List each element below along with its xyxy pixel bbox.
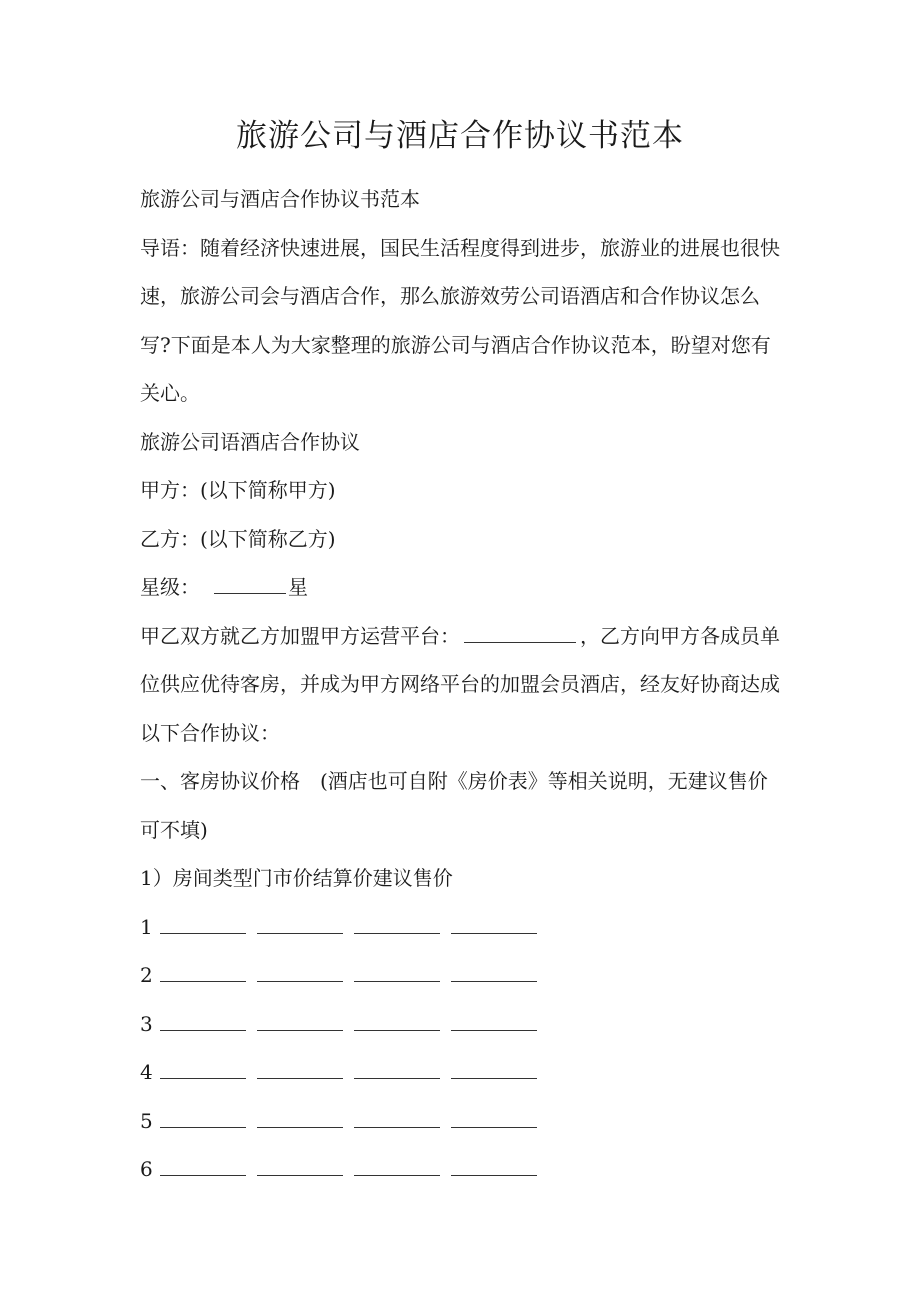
row-number: 5: [140, 1108, 153, 1133]
document-body: [140, 175, 785, 1194]
star-label: 星级：: [140, 575, 200, 599]
row-number: 6: [140, 1157, 153, 1181]
table-row: [140, 1145, 785, 1194]
rack-rate-blank: [257, 1157, 343, 1176]
row-number: 4: [140, 1060, 153, 1084]
platform-paragraph: [140, 612, 785, 758]
room-rate-rows: [140, 903, 785, 1194]
room-type-blank: [160, 1060, 246, 1079]
star-suffix: 星: [288, 575, 308, 599]
table-row: [140, 1000, 785, 1049]
intro-paragraph: 导语：随着经济快速进展，国民生活程度得到进步，旅游业的进展也很快速，旅游公司会与酒店合作，那么旅游效劳公司语酒店和合作协议怎么写?下面是本人为大家整理的旅游公司与酒店合作协议范本，盼望对您有关心。: [140, 235, 780, 405]
suggested-price-blank: [451, 1012, 537, 1031]
rack-rate-blank: [257, 963, 343, 982]
room-type-blank: [160, 915, 246, 934]
section-one-heading: 一、客房协议价格 (酒店也可自附《房价表》等相关说明，无建议售价可不填): [140, 769, 768, 842]
rack-rate-blank: [257, 1012, 343, 1031]
settlement-price-blank: [354, 963, 440, 982]
room-type-blank: [160, 1157, 246, 1176]
rack-rate-blank: [257, 1060, 343, 1079]
row-number: 2: [140, 963, 153, 987]
rack-rate-blank: [257, 1109, 343, 1128]
party-a-line: 甲方：(以下简称甲方): [140, 478, 336, 502]
table-header: 1）房间类型门市价结算价建议售价: [140, 866, 453, 890]
star-blank: [214, 575, 286, 594]
settlement-price-blank: [354, 1012, 440, 1031]
table-row: [140, 1097, 785, 1146]
party-b-line: 乙方：(以下简称乙方): [140, 526, 336, 551]
row-number: 3: [140, 1011, 153, 1036]
row-number: 1: [140, 914, 153, 939]
settlement-price-blank: [354, 1060, 440, 1079]
platform-prefix: 甲乙双方就乙方加盟甲方运营平台：: [140, 623, 460, 648]
suggested-price-blank: [451, 1157, 537, 1176]
suggested-price-blank: [451, 963, 537, 982]
document-subtitle: 旅游公司与酒店合作协议书范本: [140, 187, 420, 211]
document-title: 旅游公司与酒店合作协议书范本: [236, 118, 684, 154]
room-type-blank: [160, 1012, 246, 1031]
room-type-blank: [160, 1109, 246, 1128]
suggested-price-blank: [451, 1060, 537, 1079]
settlement-price-blank: [354, 1109, 440, 1128]
table-row: [140, 1048, 785, 1097]
rack-rate-blank: [257, 915, 343, 934]
platform-suffix: ，乙方向甲方各成员单位供应优待客房，并成为甲方网络平台的加盟会员酒店，经友好协商达成以下合作协议：: [140, 623, 780, 745]
suggested-price-blank: [451, 915, 537, 934]
table-row: [140, 903, 785, 952]
settlement-price-blank: [354, 1157, 440, 1176]
table-row: [140, 951, 785, 1000]
platform-blank: [464, 624, 576, 643]
room-type-blank: [160, 963, 246, 982]
suggested-price-blank: [451, 1109, 537, 1128]
star-rating-line: [140, 563, 785, 612]
settlement-price-blank: [354, 915, 440, 934]
agreement-title: 旅游公司语酒店合作协议: [140, 429, 360, 454]
